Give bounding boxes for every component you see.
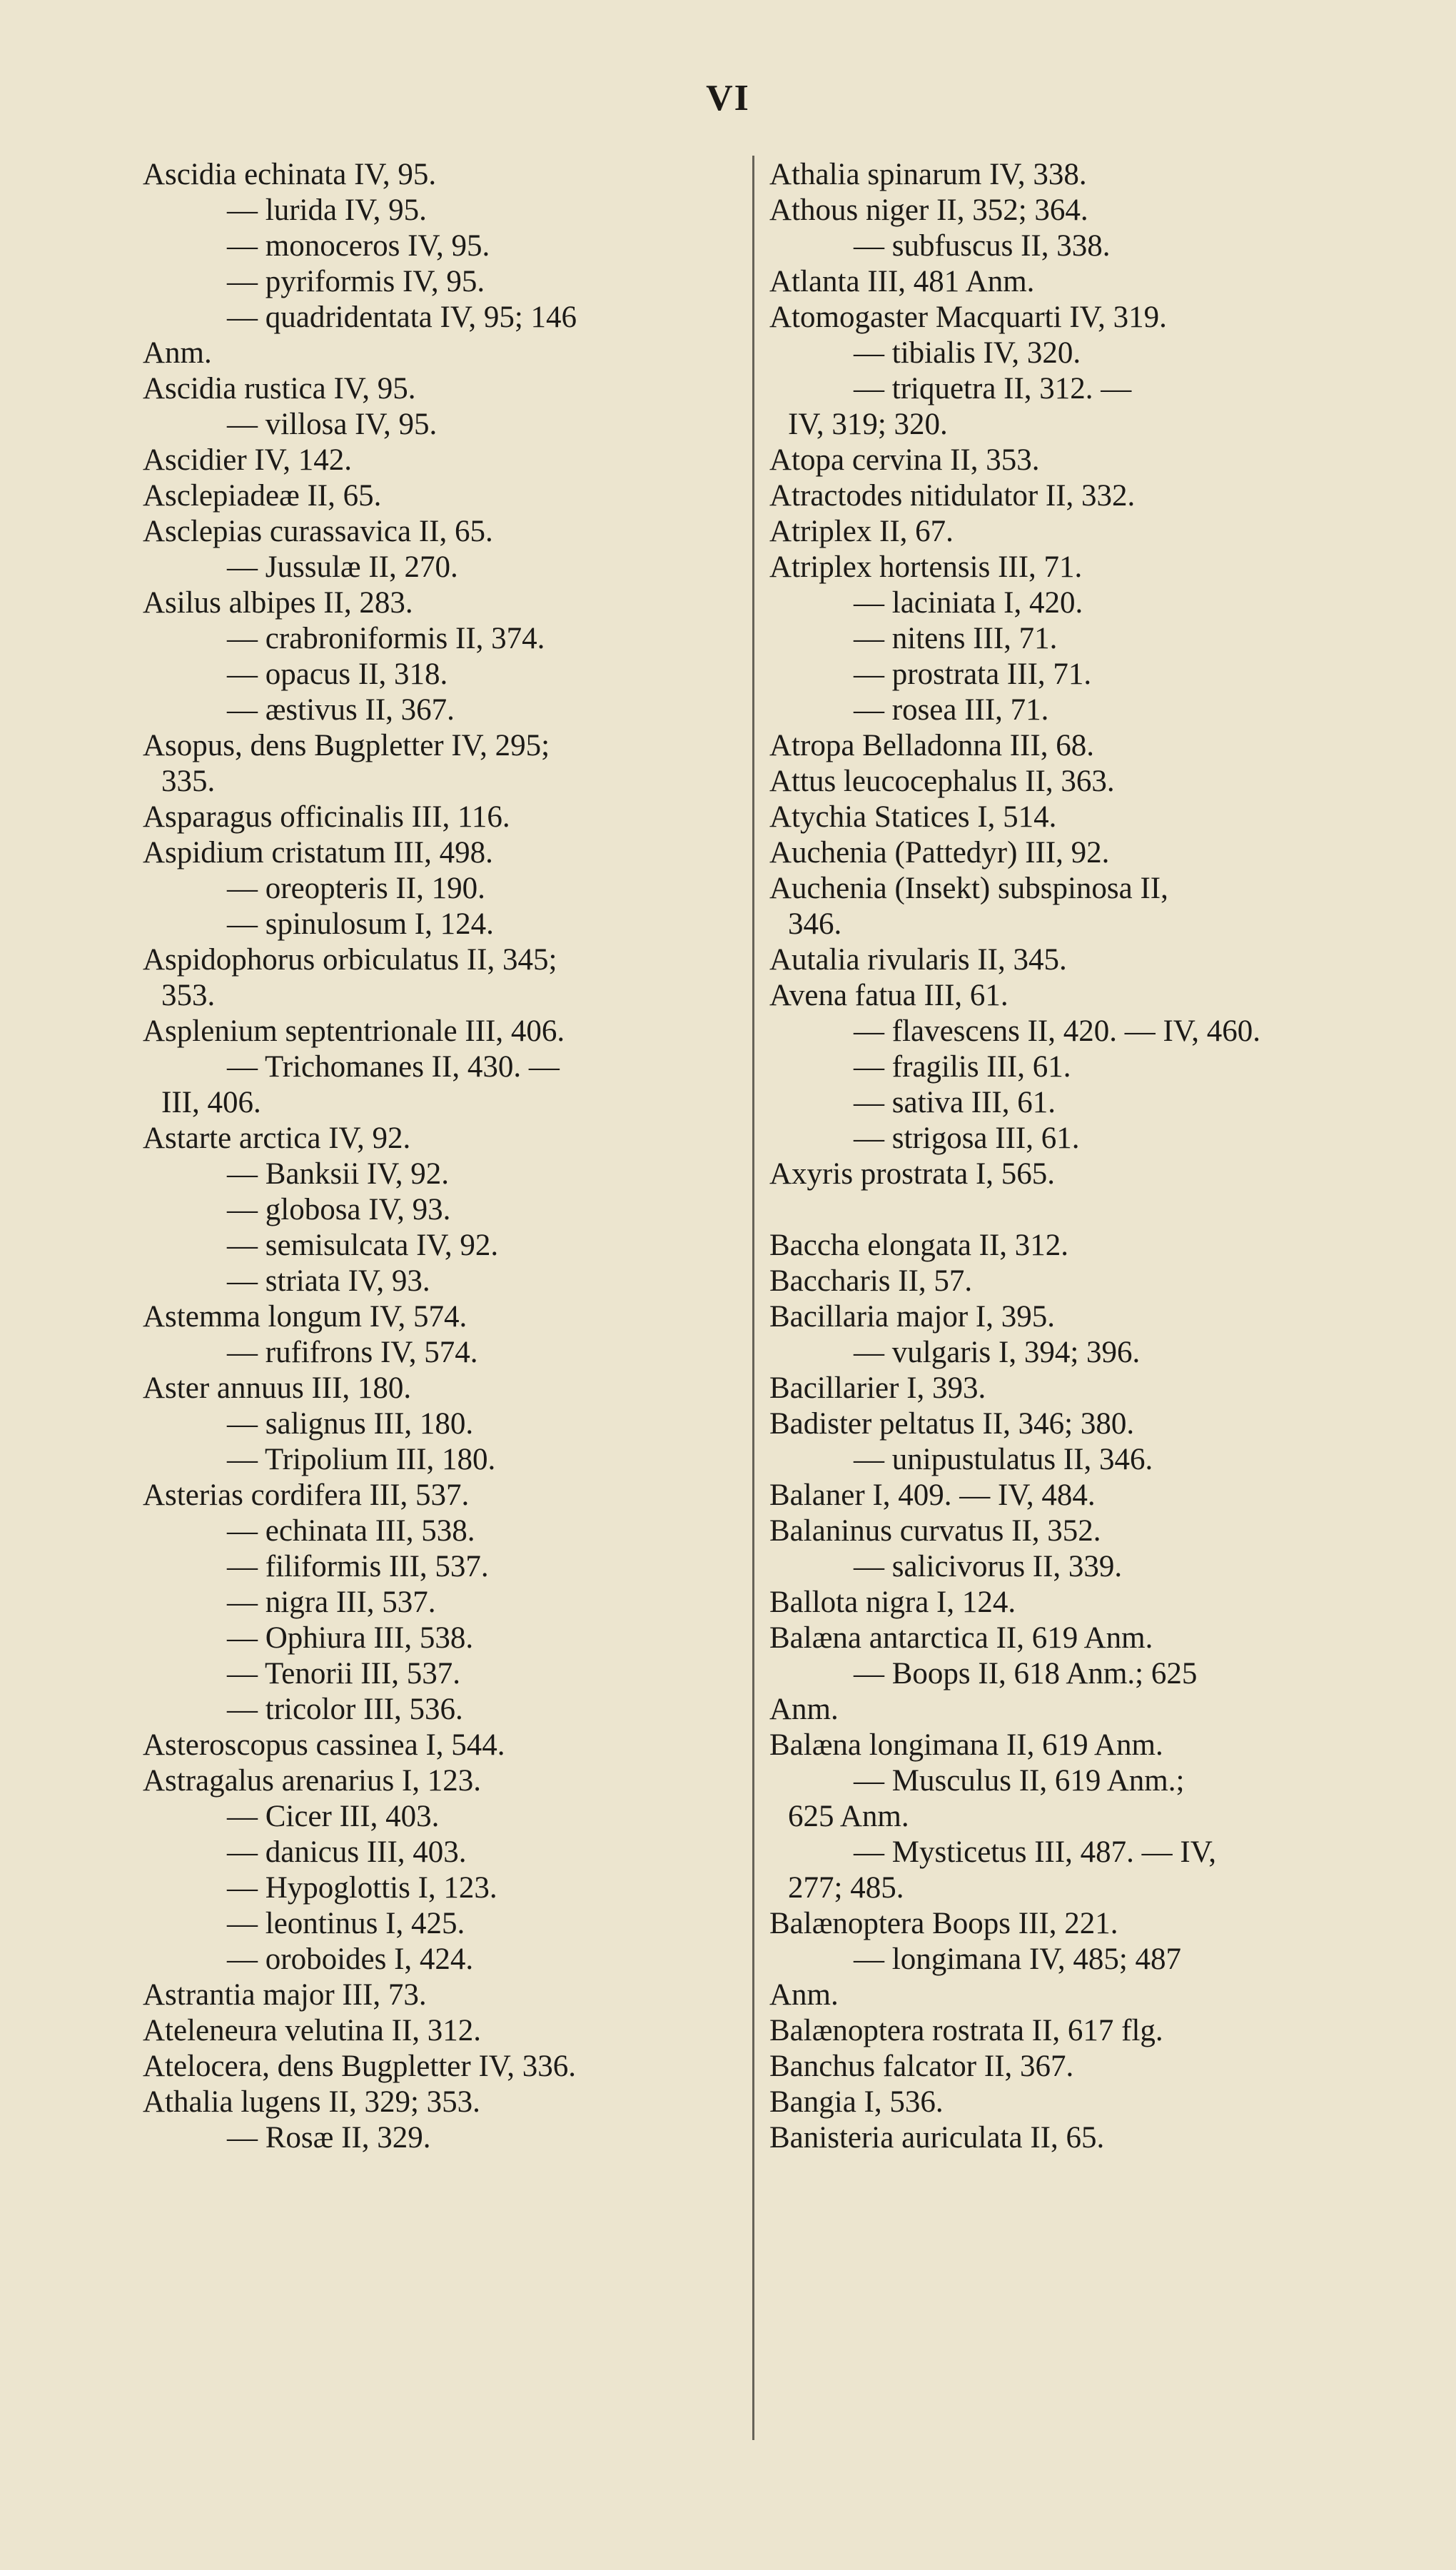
index-entry: Atriplex II, 67.	[769, 515, 954, 548]
index-entry: — oreopteris II, 190.	[227, 872, 485, 905]
index-entry: — spinulosum I, 124.	[227, 907, 494, 941]
index-entry: — monoceros IV, 95.	[227, 229, 490, 263]
index-entry: — longimana IV, 485; 487	[854, 1942, 1182, 1976]
index-entry: Asclepias curassavica II, 65.	[143, 515, 493, 548]
index-entry: Asterias cordifera III, 537.	[143, 1478, 470, 1512]
index-entry: Atriplex hortensis III, 71.	[769, 550, 1083, 584]
index-entry: Balaninus curvatus II, 352.	[769, 1514, 1101, 1548]
index-entry: Asopus, dens Bugpletter IV, 295;	[143, 729, 550, 762]
index-entry: — lurida IV, 95.	[227, 193, 427, 227]
index-entry: Astrantia major III, 73.	[143, 1978, 427, 2012]
index-entry: Auchenia (Insekt) subspinosa II,	[769, 872, 1168, 905]
index-entry: Athalia spinarum IV, 338.	[769, 158, 1087, 191]
index-entry: Ateleneura velutina II, 312.	[143, 2014, 482, 2047]
index-column-right	[769, 157, 1376, 2156]
index-entry: Anm.	[769, 1978, 839, 2012]
index-entry: Ascidia rustica IV, 95.	[143, 372, 416, 405]
index-entry: — salicivorus II, 339.	[854, 1550, 1123, 1583]
index-entry: Balænoptera Boops III, 221.	[769, 1907, 1118, 1940]
index-entry: Bacillarier I, 393.	[769, 1371, 986, 1405]
index-entry: — nigra III, 537.	[227, 1586, 436, 1619]
index-entry: — leontinus I, 425.	[227, 1907, 465, 1940]
index-entry: — unipustulatus II, 346.	[854, 1443, 1153, 1476]
index-entry: — quadridentata IV, 95; 146	[227, 301, 577, 334]
index-entry: Ballota nigra I, 124.	[769, 1586, 1016, 1619]
index-entry: — Hypoglottis I, 123.	[227, 1871, 497, 1905]
column-divider	[752, 156, 754, 2440]
index-entry: — crabroniformis II, 374.	[227, 622, 545, 655]
index-entry: Aspidophorus orbiculatus II, 345;	[143, 943, 557, 977]
index-entry: — Rosæ II, 329.	[227, 2121, 431, 2155]
index-entry: — subfuscus II, 338.	[854, 229, 1111, 263]
index-entry: Atropa Belladonna III, 68.	[769, 729, 1094, 762]
index-entry: — Mysticetus III, 487. — IV,	[854, 1835, 1217, 1869]
index-entry: — Tripolium III, 180.	[227, 1443, 496, 1476]
index-entry: — pyriformis IV, 95.	[227, 265, 485, 298]
index-entry: Asilus albipes II, 283.	[143, 586, 413, 620]
index-entry: — globosa IV, 93.	[227, 1193, 451, 1226]
index-entry: — danicus III, 403.	[227, 1835, 467, 1869]
index-entry: Bacillaria major I, 395.	[769, 1300, 1055, 1334]
index-entry: 353.	[161, 979, 216, 1012]
index-entry: Bangia I, 536.	[769, 2085, 944, 2119]
index-entry: Anm.	[143, 336, 212, 370]
index-entry: — prostrata III, 71.	[854, 657, 1092, 691]
index-entry: — opacus II, 318.	[227, 657, 448, 691]
index-entry: 346.	[788, 907, 842, 941]
index-entry: — Ophiura III, 538.	[227, 1621, 474, 1655]
section-gap	[769, 1192, 1376, 1228]
index-entry: — Cicer III, 403.	[227, 1800, 440, 1833]
index-entry: 625 Anm.	[788, 1800, 909, 1833]
index-entry: — sativa III, 61.	[854, 1086, 1056, 1119]
index-entry: — semisulcata IV, 92.	[227, 1229, 499, 1262]
index-entry: 335.	[161, 765, 216, 798]
index-entry: — æstivus II, 367.	[227, 693, 455, 727]
index-entry: Aster annuus III, 180.	[143, 1371, 412, 1405]
index-entry: — Banksii IV, 92.	[227, 1157, 449, 1191]
index-entry: — flavescens II, 420. — IV, 460.	[854, 1014, 1261, 1048]
index-entry: — villosa IV, 95.	[227, 408, 438, 441]
index-entry: — laciniata I, 420.	[854, 586, 1083, 620]
index-entry: Atomogaster Macquarti IV, 319.	[769, 301, 1167, 334]
index-entry: Astarte arctica IV, 92.	[143, 1122, 411, 1155]
index-entry: Athalia lugens II, 329; 353.	[143, 2085, 480, 2119]
index-entry: Asclepiadeæ II, 65.	[143, 479, 382, 513]
index-entry: — Jussulæ II, 270.	[227, 550, 458, 584]
index-entry: — rosea III, 71.	[854, 693, 1049, 727]
index-entry: — oroboides I, 424.	[227, 1942, 474, 1976]
index-entry: Ascidia echinata IV, 95.	[143, 158, 437, 191]
index-entry: — echinata III, 538.	[227, 1514, 475, 1548]
index-entry: Axyris prostrata I, 565.	[769, 1157, 1056, 1191]
index-entry: Baccha elongata II, 312.	[769, 1229, 1069, 1262]
index-entry: Ascidier IV, 142.	[143, 443, 353, 477]
index-entry: Banchus falcator II, 367.	[769, 2050, 1074, 2083]
index-entry: Atlanta III, 481 Anm.	[769, 265, 1035, 298]
index-entry: — salignus III, 180.	[227, 1407, 474, 1441]
index-entry: — tibialis IV, 320.	[854, 336, 1081, 370]
index-entry: Avena fatua III, 61.	[769, 979, 1008, 1012]
index-entry: — Trichomanes II, 430. —	[227, 1050, 560, 1084]
index-entry: Badister peltatus II, 346; 380.	[769, 1407, 1135, 1441]
index-entry: — Musculus II, 619 Anm.;	[854, 1764, 1185, 1798]
index-entry: Balænoptera rostrata II, 617 flg.	[769, 2014, 1163, 2047]
page-number: VI	[706, 78, 750, 119]
index-entry: Atopa cervina II, 353.	[769, 443, 1040, 477]
index-entry: Atractodes nitidulator II, 332.	[769, 479, 1136, 513]
index-entry: — nitens III, 71.	[854, 622, 1058, 655]
index-entry: Aspidium cristatum III, 498.	[143, 836, 493, 870]
index-entry: — vulgaris I, 394; 396.	[854, 1336, 1141, 1369]
index-column-left	[143, 157, 742, 2156]
index-entry: Astragalus arenarius I, 123.	[143, 1764, 482, 1798]
index-entry: — filiformis III, 537.	[227, 1550, 489, 1583]
index-entry: Anm.	[769, 1693, 839, 1726]
index-entry: Baccharis II, 57.	[769, 1264, 973, 1298]
index-entry: Banisteria auriculata II, 65.	[769, 2121, 1105, 2155]
index-entry: — strigosa III, 61.	[854, 1122, 1080, 1155]
index-entry: — striata IV, 93.	[227, 1264, 430, 1298]
index-entry: III, 406.	[161, 1086, 261, 1119]
index-entry: 277; 485.	[788, 1871, 904, 1905]
index-entry: Athous niger II, 352; 364.	[769, 193, 1088, 227]
index-entry: — Boops II, 618 Anm.; 625	[854, 1657, 1198, 1690]
index-entry: — tricolor III, 536.	[227, 1693, 463, 1726]
index-entry: Astemma longum IV, 574.	[143, 1300, 467, 1334]
index-entry: Balaner I, 409. — IV, 484.	[769, 1478, 1096, 1512]
index-entry: — triquetra II, 312. —	[854, 372, 1132, 405]
index-entry: Atelocera, dens Bugpletter IV, 336.	[143, 2050, 577, 2083]
index-entry: IV, 319; 320.	[788, 408, 948, 441]
index-entry: Asparagus officinalis III, 116.	[143, 800, 510, 834]
index-entry: Balæna longimana II, 619 Anm.	[769, 1728, 1163, 1762]
index-entry: Balæna antarctica II, 619 Anm.	[769, 1621, 1153, 1655]
index-entry: — fragilis III, 61.	[854, 1050, 1071, 1084]
index-entry: Attus leucocephalus II, 363.	[769, 765, 1115, 798]
index-entry: Asplenium septentrionale III, 406.	[143, 1014, 565, 1048]
index-entry: Auchenia (Pattedyr) III, 92.	[769, 836, 1110, 870]
index-entry: — Tenorii III, 537.	[227, 1657, 460, 1690]
index-entry: — rufifrons IV, 574.	[227, 1336, 478, 1369]
index-entry: Autalia rivularis II, 345.	[769, 943, 1067, 977]
index-entry: Atychia Statices I, 514.	[769, 800, 1057, 834]
index-entry: Asteroscopus cassinea I, 544.	[143, 1728, 505, 1762]
